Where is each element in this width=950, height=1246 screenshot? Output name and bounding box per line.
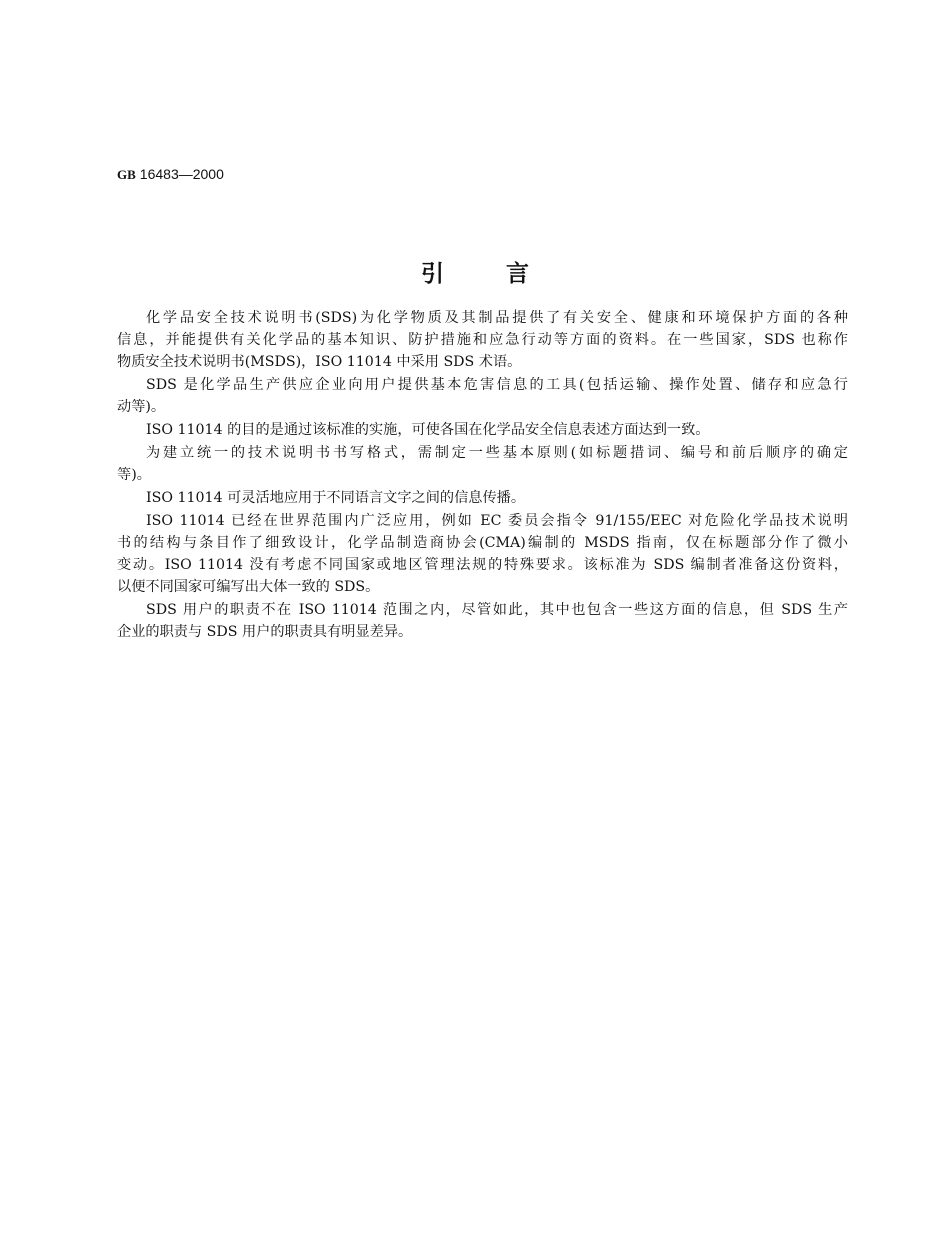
paragraph <box>117 487 848 509</box>
paragraph-line: 等)。 <box>117 467 151 483</box>
paragraph <box>117 442 848 486</box>
paragraph-line: 变动。ISO 11014 没有考虑不同国家或地区管理法规的特殊要求。该标准为 SDS 编制者准备这份资料， <box>117 557 848 573</box>
paragraph-line: 信息，并能提供有关化学品的基本知识、防护措施和应急行动等方面的资料。在一些国家，SDS 也称作 <box>117 332 848 348</box>
paragraph-line: ISO 11014 已经在世界范围内广泛应用，例如 EC 委员会指令 91/155/EEC 对危险化学品技术说明 <box>146 513 848 529</box>
introduction-body <box>117 307 848 644</box>
paragraph-line: 化学品安全技术说明书(SDS)为化学物质及其制品提供了有关安全、健康和环境保护方面的各种 <box>146 310 848 326</box>
standard-code: 16483—2000 <box>139 166 224 182</box>
page-title: 引言 <box>421 260 591 287</box>
paragraph-line: 为建立统一的技术说明书书写格式，需制定一些基本原则(如标题措词、编号和前后顺序的确定 <box>146 445 848 461</box>
paragraph-line: 以便不同国家可编写出大体一致的 SDS。 <box>117 579 380 595</box>
paragraph <box>117 599 848 643</box>
standard-number <box>117 166 224 183</box>
paragraph-line: ISO 11014 可灵活地应用于不同语言文字之间的信息传播。 <box>146 490 526 506</box>
paragraph <box>117 419 848 441</box>
paragraph <box>117 510 848 598</box>
standard-prefix: GB <box>117 167 136 182</box>
paragraph-line: ISO 11014 的目的是通过该标准的实施，可使各国在化学品安全信息表述方面达到一致。 <box>146 422 710 438</box>
paragraph <box>117 374 848 418</box>
paragraph-line: 企业的职责与 SDS 用户的职责具有明显差异。 <box>117 624 413 640</box>
paragraph-line: 动等)。 <box>117 399 166 415</box>
paragraph-line: 书的结构与条目作了细致设计，化学品制造商协会(CMA)编制的 MSDS 指南，仅在标题部分作了微小 <box>117 535 848 551</box>
paragraph <box>117 307 848 373</box>
paragraph-line: SDS 是化学品生产供应企业向用户提供基本危害信息的工具(包括运输、操作处置、储存和应急行 <box>146 377 848 393</box>
paragraph-line: SDS 用户的职责不在 ISO 11014 范围之内，尽管如此，其中也包含一些这方面的信息，但 SDS 生产 <box>146 602 848 618</box>
paragraph-line: 物质安全技术说明书(MSDS)，ISO 11014 中采用 SDS 术语。 <box>117 354 522 370</box>
